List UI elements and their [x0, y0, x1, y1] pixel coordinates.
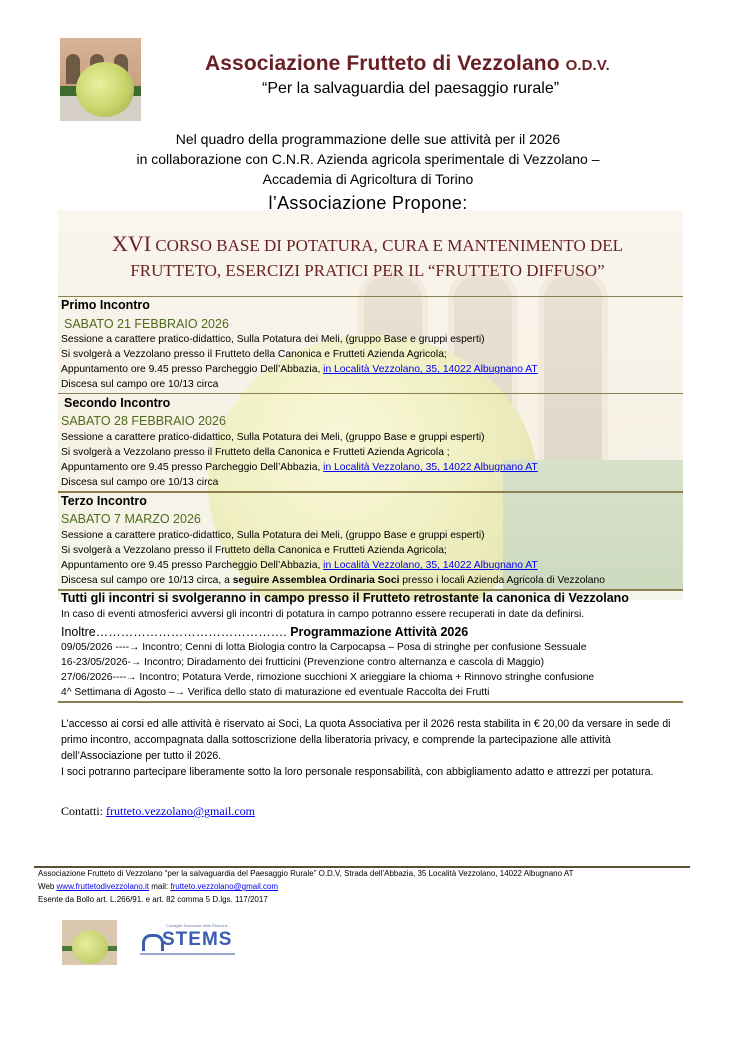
meeting-1-location: Si svolgerà a Vezzolano presso il Frutteto della Canonica e Frutteti Azienda Agricola; — [61, 349, 447, 360]
inoltre-text: Inoltre………………………………………. — [61, 625, 291, 639]
meeting-1-address-link[interactable]: in Località Vezzolano, 35, 14022 Albugnano AT — [323, 364, 538, 375]
appointment-text: Appuntamento ore 9.45 presso Parcheggio Dell’Abbazia, — [61, 462, 324, 473]
org-title — [205, 52, 610, 76]
contacts-label: Contatti: — [61, 804, 106, 818]
meeting-3-title: Terzo Incontro — [61, 494, 147, 508]
meeting-3-location: Si svolgerà a Vezzolano presso il Frutteto della Canonica e Frutteti Azienda Agricola; — [61, 545, 447, 556]
meeting-1-appointment — [61, 364, 538, 375]
all-meetings-note: Tutti gli incontri si svolgeranno in campo presso il Frutteto retrostante la canonica di Vezzolano — [61, 591, 629, 605]
footer-web-mail — [38, 882, 278, 891]
meeting-3-address-link[interactable]: in Località Vezzolano, 35, 14022 Albugnano AT — [323, 560, 538, 571]
stems-logo-icon — [142, 934, 164, 951]
footer-mail-link[interactable]: frutteto.vezzolano@gmail.com — [170, 882, 279, 891]
course-title-line-1: CORSO BASE DI POTATURA, CURA E MANTENIMENTO DEL — [151, 236, 624, 255]
org-motto: “Per la salvaguardia del paesaggio rurale” — [262, 80, 560, 97]
descent-text: Discesa sul campo ore 10/13 circa, a — [61, 575, 233, 586]
program-title: Programmazione Attività 2026 — [290, 625, 469, 639]
meeting-2-descent: Discesa sul campo ore 10/13 circa — [61, 477, 219, 488]
footer-tax-note: Esente da Bollo art. L.266/91. e art. 82 comma 5 D.lgs. 117/2017 — [38, 895, 268, 904]
meeting-3-session: Sessione a carattere pratico-didattico, Sulla Potatura dei Meli, (gruppo Base e gruppi esperti) — [61, 530, 485, 541]
appointment-text: Appuntamento ore 9.45 presso Parcheggio Dell’Abbazia, — [61, 364, 324, 375]
meeting-1-date: SABATO 21 FEBBRAIO 2026 — [64, 317, 229, 331]
meeting-1-descent: Discesa sul campo ore 10/13 circa — [61, 379, 219, 390]
footer-association-logo — [62, 920, 117, 965]
footer-address: Associazione Frutteto di Vezzolano “per la salvaguardia del Paesaggio Rurale” O.D.V, Strada dell’Abbazia, 35 Località Vezzolano, 14022 Albugnano AT — [38, 869, 574, 878]
meeting-2-appointment — [61, 462, 538, 473]
footer-web-link[interactable]: www.fruttetodivezzolano.it — [56, 882, 150, 891]
access-note: L’accesso ai corsi ed alle attività è riservato ai Soci, La quota Associativa per il 2026 resta stabilita in € 20,00 da versare in sede di primo incontro, accompagnata dalla sottoscrizione della liberatoria privacy, e comprende la partecipazione alle attività dell’Associazione per tutto il 2026. — [61, 718, 671, 762]
mail-label: mail: — [149, 882, 171, 891]
divider — [58, 701, 683, 703]
appointment-text: Appuntamento ore 9.45 presso Parcheggio Dell’Abbazia, — [61, 560, 324, 571]
meeting-3-date: SABATO 7 MARZO 2026 — [61, 512, 201, 526]
descent-location: presso i locali Azienda Agricola di Vezzolano — [399, 575, 605, 586]
propone-heading: l’Associazione Propone: — [268, 193, 468, 213]
footer-divider — [34, 866, 690, 868]
contacts-line — [61, 804, 255, 819]
meeting-3-appointment — [61, 560, 538, 571]
association-logo-apple — [60, 38, 141, 121]
intro-line-2: in collaborazione con C.N.R. Azienda agricola sperimentale di Vezzolano – — [136, 151, 600, 167]
sponsor-name: STEMS — [162, 929, 233, 950]
meeting-2-date: SABATO 28 FEBBRAIO 2026 — [61, 414, 226, 428]
course-numeral: XVI — [111, 231, 152, 256]
meeting-2-title: Secondo Incontro — [64, 396, 171, 410]
org-suffix: O.D.V. — [565, 57, 610, 74]
program-heading — [61, 625, 468, 639]
sponsor-caption: Consiglio Nazionale delle Ricerche — [166, 923, 228, 928]
stems-sponsor-logo — [140, 923, 240, 963]
program-item-4: 4^ Settimana di Agosto –→ Verifica dello stato di maturazione ed eventuale Raccolta dei Frutti — [61, 687, 490, 698]
weather-note: In caso di eventi atmosferici avversi gli incontri di potatura in campo potranno essere recuperati in date da definirsi. — [61, 609, 585, 620]
notes-paragraph — [61, 716, 681, 780]
course-title — [60, 231, 675, 283]
meeting-2-location: Si svolgerà a Vezzolano presso il Frutteto della Canonica e Frutteti Azienda Agricola ; — [61, 447, 450, 458]
contacts-email-link[interactable]: frutteto.vezzolano@gmail.com — [106, 804, 255, 818]
divider — [58, 393, 683, 394]
meeting-2-address-link[interactable]: in Località Vezzolano, 35, 14022 Albugnano AT — [323, 462, 538, 473]
course-title-line-2: FRUTTETO, ESERCIZI PRATICI PER IL “FRUTTETO DIFFUSO” — [130, 261, 605, 280]
program-item-1: 09/05/2026 ----→ Incontro; Cenni di lotta Biologia contro la Carpocapsa – Posa di stringhe per confusione Sessuale — [61, 642, 587, 653]
meeting-3-descent — [61, 575, 605, 586]
meeting-1-title: Primo Incontro — [61, 298, 150, 312]
divider — [58, 491, 683, 493]
assembly-note: seguire Assemblea Ordinaria Soci — [232, 575, 400, 586]
meeting-1-session: Sessione a carattere pratico-didattico, Sulla Potatura dei Meli, (gruppo Base e gruppi esperti) — [61, 334, 485, 345]
program-item-2: 16-23/05/2026-→ Incontro; Diradamento dei frutticini (Prevenzione contro alternanza e cascola di Maggio) — [61, 657, 545, 668]
divider — [58, 296, 683, 297]
intro-line-3: Accademia di Agricoltura di Torino — [262, 171, 474, 187]
program-item-3: 27/06/2026----→ Incontro; Potatura Verde, rimozione succhioni X arieggiare la chioma + Rinnovo stringhe confusione — [61, 672, 595, 683]
intro-line-1: Nel quadro della programmazione delle sue attività per il 2026 — [175, 131, 561, 147]
responsibility-note: I soci potranno partecipare liberamente sotto la loro personale responsabilità, con abbigliamento adatto e attrezzi per potatura. — [61, 766, 654, 778]
web-label: Web — [38, 882, 57, 891]
org-name: Associazione Frutteto di Vezzolano — [205, 52, 560, 75]
meeting-2-session: Sessione a carattere pratico-didattico, Sulla Potatura dei Meli, (gruppo Base e gruppi esperti) — [61, 432, 485, 443]
